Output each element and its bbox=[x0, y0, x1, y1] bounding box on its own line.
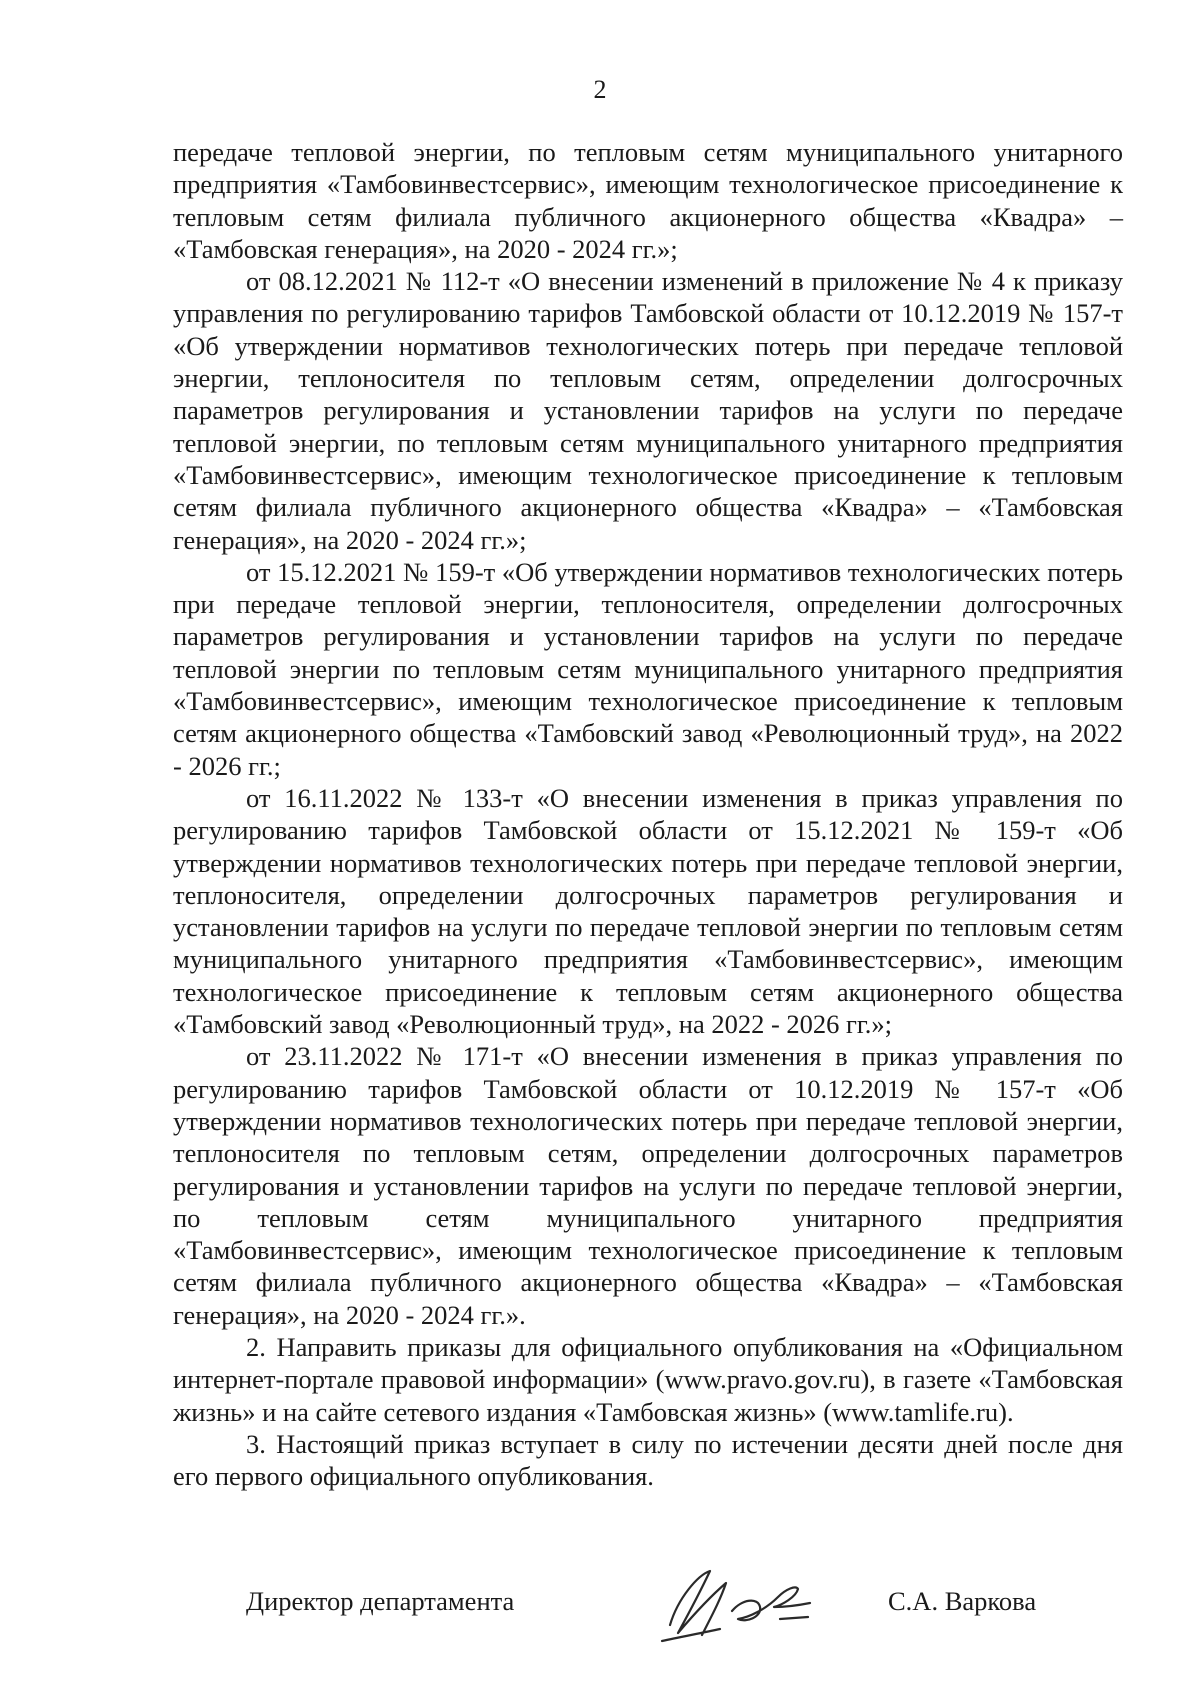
paragraph-item-3-effective: 3. Настоящий приказ вступает в силу по истечении десяти дней после дня его первого официального опубликования. bbox=[173, 1428, 1123, 1492]
paragraph-order-112-t: от 08.12.2021 № 112-т «О внесении изменений в приложение № 4 к приказу управления по регулированию тарифов Тамбовской области от 10.12.2019 № 157-т «Об утверждении нормативов технологических потерь при передаче тепловой энергии, теплоносителя по тепловым сетям, определении долгосрочных параметров регулирования и установлении тарифов на услуги по передаче тепловой энергии, по тепловым сетям муниципального унитарного предприятия «Тамбовинвестсервис», имеющим технологическое присоединение к тепловым сетям филиала публичного акционерного общества «Квадра» – «Тамбовская генерация», на 2020 - 2024 гг.»; bbox=[173, 266, 1123, 555]
signatory-position: Директор департамента bbox=[246, 1586, 515, 1616]
document-body bbox=[173, 136, 1123, 1492]
handwritten-signature bbox=[650, 1553, 820, 1653]
paragraph-continuation: передаче тепловой энергии, по тепловым сетям муниципального унитарного предприятия «Тамбовинвестсервис», имеющим технологическое присоединение к тепловым сетям филиала публичного акционерного общества «Квадра» – «Тамбовская генерация», на 2020 - 2024 гг.»; bbox=[173, 137, 1123, 264]
page-number: 2 bbox=[593, 75, 607, 104]
paragraph-order-159-t: от 15.12.2021 № 159-т «Об утверждении нормативов технологических потерь при передаче тепловой энергии, теплоносителя, определении долгосрочных параметров регулирования и установлении тарифов на услуги по передаче тепловой энергии по тепловым сетям муниципального унитарного предприятия «Тамбовинвестсервис», имеющим технологическое присоединение к тепловым сетям акционерного общества «Тамбовский завод «Революционный труд», на 2022 - 2026 гг.; bbox=[173, 556, 1123, 781]
signature-block bbox=[0, 1545, 1200, 1665]
paragraph-item-2-publication: 2. Направить приказы для официального опубликования на «Официальном интернет-портале правовой информации» (www.pravo.gov.ru), в газете «Тамбовская жизнь» и на сайте сетевого издания «Тамбовская жизнь» (www.tamlife.ru). bbox=[173, 1331, 1123, 1427]
paragraph-order-171-t: от 23.11.2022 № 171-т «О внесении изменения в приказ управления по регулированию тарифов Тамбовской области от 10.12.2019 № 157-т «Об утверждении нормативов технологических потерь при передаче тепловой энергии, теплоносителя по тепловым сетям, определении долгосрочных параметров регулирования и установлении тарифов на услуги по передаче тепловой энергии, по тепловым сетям муниципального унитарного предприятия «Тамбовинвестсервис», имеющим технологическое присоединение к тепловым сетям филиала публичного акционерного общества «Квадра» – «Тамбовская генерация», на 2020 - 2024 гг.». bbox=[173, 1041, 1123, 1330]
paragraph-order-133-t: от 16.11.2022 № 133-т «О внесении изменения в приказ управления по регулированию тарифов Тамбовской области от 15.12.2021 № 159-т «Об утверждении нормативов технологических потерь при передаче тепловой энергии, теплоносителя, определении долгосрочных параметров регулирования и установлении тарифов на услуги по передаче тепловой энергии по тепловым сетям муниципального унитарного предприятия «Тамбовинвестсервис», имеющим технологическое присоединение к тепловым сетям акционерного общества «Тамбовский завод «Революционный труд», на 2022 - 2026 гг.»; bbox=[173, 782, 1123, 1040]
signatory-name: С.А. Варкова bbox=[888, 1586, 1037, 1616]
